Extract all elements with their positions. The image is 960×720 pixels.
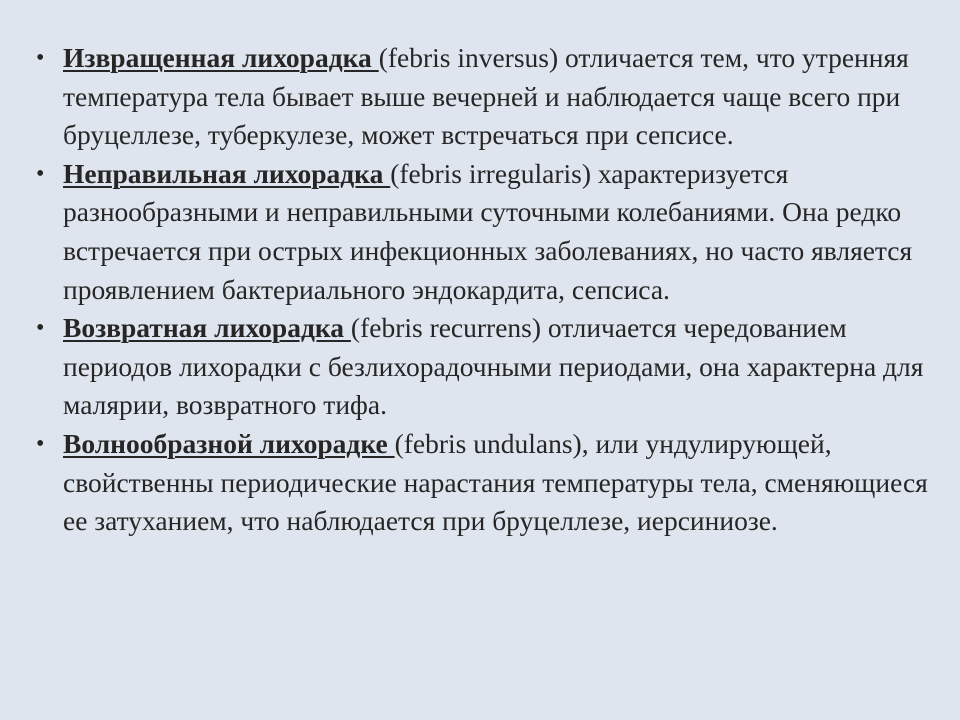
item-text: (febris irregularis) характеризуется разнообразными и неправильными суточными колебаниями. Она редко встречается при острых инфекционных заболеваниях, но часто является проявлением бактериального эндокардита, сепсиса. <box>63 157 913 305</box>
list-item <box>36 39 933 155</box>
item-term: Волнообразной лихорадке <box>63 427 395 459</box>
bullet-icon: • <box>36 160 45 187</box>
item-term: Неправильная лихорадка <box>63 157 391 189</box>
item-text: (febris recurrens) отличается чередованием периодов лихорадки с безлихорадочными периодами, она характерна для малярии, возвратного тифа. <box>63 312 924 421</box>
bullet-list <box>36 39 933 541</box>
item-term: Возвратная лихорадка <box>63 312 351 344</box>
item-text: (febris undulans), или ундулирующей, свойственны периодические нарастания температуры тела, сменяющиеся ее затуханием, что наблюдается при бруцеллезе, иерсиниозе. <box>63 427 928 537</box>
list-item <box>36 425 933 541</box>
item-term: Извращенная лихорадка <box>63 42 379 73</box>
item-text: (febris inversus) отличается тем, что утренняя температура тела бывает выше вечерней и наблюдается чаще всего при бруцеллезе, туберкулезе, может встречаться при сепсисе. <box>63 42 909 151</box>
bullet-icon: • <box>36 45 45 71</box>
bullet-icon: • <box>36 430 45 457</box>
bullet-icon: • <box>36 315 45 342</box>
list-item <box>36 309 933 425</box>
list-item <box>36 155 933 309</box>
